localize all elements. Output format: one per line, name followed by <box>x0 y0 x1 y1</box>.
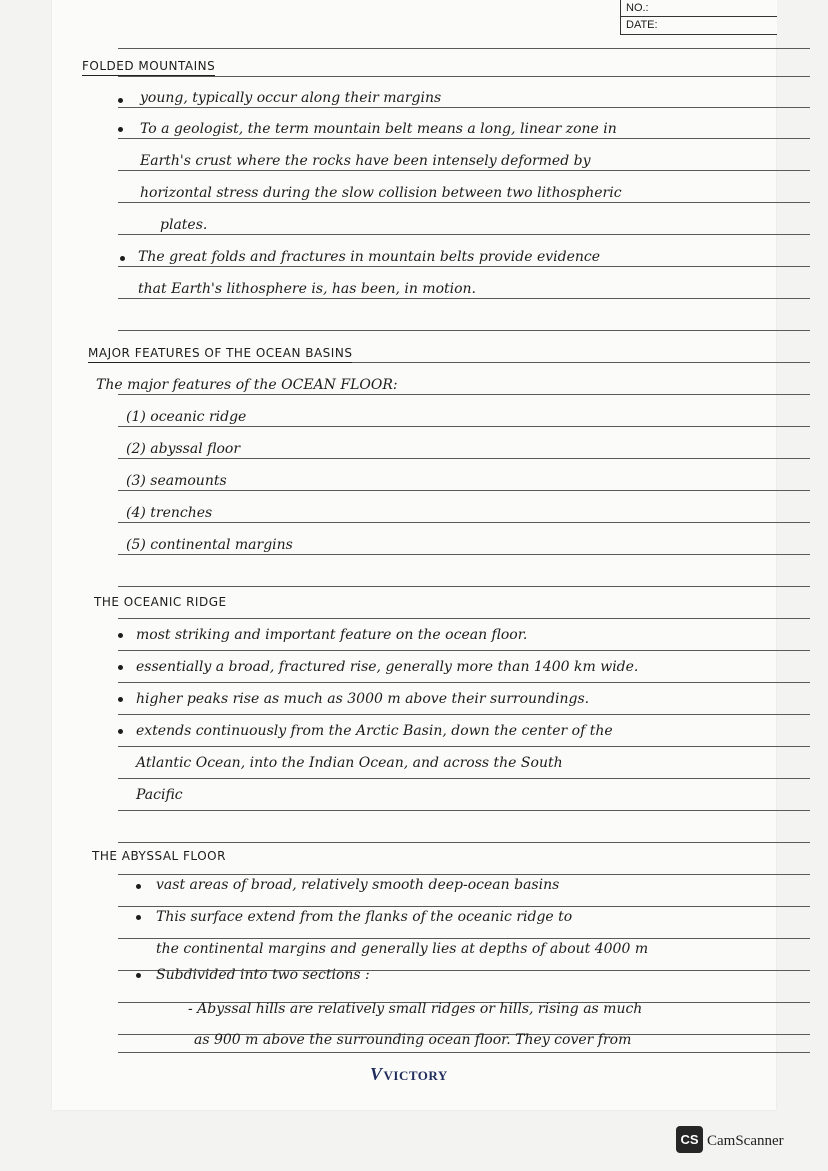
folded-line: horizontal stress during the slow collision between two lithospheric <box>140 185 622 201</box>
ruled-line <box>118 490 810 491</box>
bullet <box>118 729 123 734</box>
ruled-line <box>118 874 810 875</box>
ridge-line: higher peaks rise as much as 3000 m above their surroundings. <box>136 691 590 707</box>
heading-oceanic-ridge: THE OCEANIC RIDGE <box>94 595 227 609</box>
bullet <box>118 98 123 103</box>
no-date-box <box>620 0 777 35</box>
ruled-line <box>118 810 810 811</box>
camscanner-logo-icon: CS <box>676 1126 703 1153</box>
major-intro: The major features of the OCEAN FLOOR: <box>96 377 398 393</box>
bullet <box>118 633 123 638</box>
ruled-line <box>118 618 810 619</box>
abyssal-line: vast areas of broad, relatively smooth deep-ocean basins <box>156 877 560 893</box>
abyssal-line: Subdivided into two sections : <box>156 967 370 983</box>
ruled-line <box>118 266 810 267</box>
major-item: (5) continental margins <box>126 537 293 553</box>
ridge-line: essentially a broad, fractured rise, generally more than 1400 km wide. <box>136 659 639 675</box>
ruled-line <box>118 938 810 939</box>
bullet <box>118 665 123 670</box>
ruled-line <box>118 458 810 459</box>
bullet <box>120 256 125 261</box>
abyssal-line: - Abyssal hills are relatively small ridges or hills, rising as much <box>188 1001 643 1017</box>
folded-line: plates. <box>160 217 208 233</box>
abyssal-line: as 900 m above the surrounding ocean floor. They cover from <box>194 1032 632 1048</box>
folded-line: To a geologist, the term mountain belt means a long, linear zone in <box>140 121 617 137</box>
camscanner-name: CamScanner <box>707 1133 784 1149</box>
ruled-line <box>118 1052 810 1053</box>
ruled-line <box>118 138 810 139</box>
ruled-line <box>118 650 810 651</box>
folded-line: Earth's crust where the rocks have been intensely deformed by <box>140 153 591 169</box>
ruled-line <box>118 202 810 203</box>
ruled-line <box>118 682 810 683</box>
notebook-brand <box>370 1064 448 1085</box>
abyssal-line: This surface extend from the flanks of the oceanic ridge to <box>156 909 573 925</box>
major-item: (3) seamounts <box>126 473 227 489</box>
ridge-line: Pacific <box>136 787 183 803</box>
folded-line: young, typically occur along their margins <box>140 90 442 106</box>
major-item: (4) trenches <box>126 505 213 521</box>
ruled-line <box>118 394 810 395</box>
heading-major-features: MAJOR FEATURES OF THE OCEAN BASINS <box>88 345 352 363</box>
ridge-line: most striking and important feature on the ocean floor. <box>136 627 528 643</box>
folded-line: that Earth's lithosphere is, has been, in motion. <box>138 281 477 297</box>
ruled-line <box>118 586 810 587</box>
bullet <box>136 915 141 920</box>
ruled-line <box>118 234 810 235</box>
abyssal-line: the continental margins and generally lies at depths of about 4000 m <box>156 941 649 957</box>
bullet <box>118 127 123 132</box>
ruled-line <box>118 522 810 523</box>
ruled-line <box>118 778 810 779</box>
ridge-line: Atlantic Ocean, into the Indian Ocean, and across the South <box>136 755 563 771</box>
ruled-line <box>118 842 810 843</box>
ruled-line <box>118 554 810 555</box>
bullet <box>118 697 123 702</box>
ruled-line <box>118 48 810 49</box>
ruled-line <box>118 76 810 77</box>
no-label: NO.: <box>621 0 777 17</box>
bullet <box>136 884 141 889</box>
ruled-line <box>118 426 810 427</box>
major-item: (2) abyssal floor <box>126 441 241 457</box>
ruled-line <box>118 330 810 331</box>
heading-abyssal-floor: THE ABYSSAL FLOOR <box>92 849 226 863</box>
heading-folded-mountains: FOLDED MOUNTAINS <box>82 58 215 76</box>
ruled-line <box>118 298 810 299</box>
ruled-line <box>118 714 810 715</box>
major-item: (1) oceanic ridge <box>126 409 247 425</box>
ruled-line <box>118 746 810 747</box>
notebook-page <box>52 0 776 1110</box>
brand-v-mark: V <box>370 1064 383 1084</box>
brand-text: VICTORY <box>383 1068 448 1083</box>
bullet <box>136 973 141 978</box>
ridge-line: extends continuously from the Arctic Basin, down the center of the <box>136 723 613 739</box>
ruled-line <box>118 906 810 907</box>
folded-line: The great folds and fractures in mountain belts provide evidence <box>138 249 601 265</box>
ruled-line <box>118 107 810 108</box>
date-label: DATE: <box>626 19 658 31</box>
ruled-line <box>118 170 810 171</box>
